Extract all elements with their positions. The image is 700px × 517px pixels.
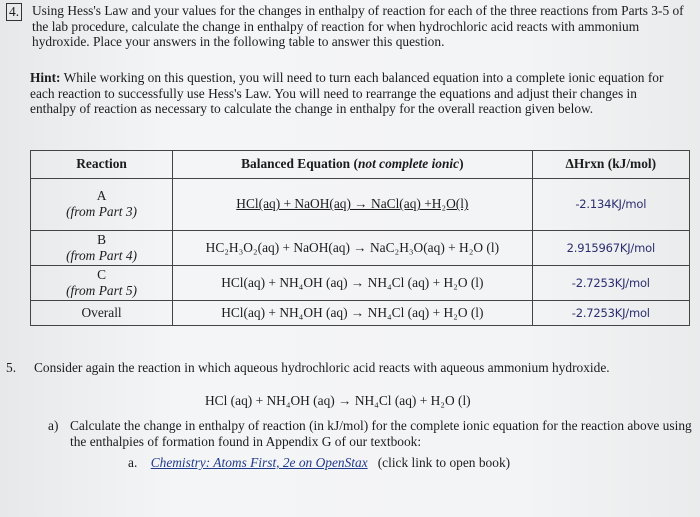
part-a-label: a)	[48, 418, 59, 433]
header-equation: Balanced Equation (not complete ionic)	[173, 151, 532, 179]
row-c-equation[interactable]: HCl(aq) + NH₄OH (aq) → NH₄Cl (aq) + H₂O (l)	[173, 265, 532, 300]
row-c-part: (from Part 5)	[66, 283, 138, 299]
reference-note: (click link to open book)	[377, 455, 511, 470]
hint-label: Hint:	[30, 70, 61, 85]
question-4-text: Using Hess's Law and your values for the changes in enthalpy of reaction for each of the three reactions from Parts 3-5 of the lab procedure, calculate the change in enthalpy of reaction for when hydrochloric acid reacts with ammonium hydroxide. Place your answers in the following table to answer this question.	[32, 3, 684, 49]
row-a-equation[interactable]: HCl(aq) + NaOH(aq) → NaCl(aq) +H₂O(l)	[173, 178, 532, 230]
row-b-letter: B	[97, 231, 107, 247]
table-header-row	[31, 151, 690, 179]
hint-text: While working on this question, you will need to turn each balanced equation into a complete ionic equation for each reaction to successfully use Hess's Law. You will need to rearrange the equations and adjust their changes in enthalpy of reaction as necessary to calculate the change in enthalpy for the overall reaction given below.	[30, 70, 664, 116]
row-overall-equation[interactable]: HCl(aq) + NH₄OH (aq) → NH₄Cl (aq) + H₂O (l)	[173, 301, 532, 326]
row-c-reaction	[31, 265, 173, 300]
table-row	[31, 265, 690, 300]
question-5-text: Consider again the reaction in which aqueous hydrochloric acid reacts with aqueous ammonium hydroxide.	[34, 360, 610, 375]
hint-paragraph	[30, 70, 675, 117]
question-4-number: 4.	[6, 3, 22, 21]
header-delta-h: ΔHrxn (kJ/mol)	[532, 151, 689, 179]
table-row	[31, 301, 690, 326]
question-5	[6, 360, 696, 376]
question-5-number: 5.	[6, 360, 17, 375]
question-5-equation: HCl (aq) + NH₄OH (aq) → NH₄Cl (aq) + H₂O (l)	[205, 393, 471, 408]
row-a-letter: A	[96, 188, 107, 204]
row-a-reaction	[31, 178, 173, 230]
row-b-part: (from Part 4)	[66, 247, 138, 263]
row-b-equation[interactable]: HC₂H₃O₂(aq) + NaOH(aq) → NaC₂H₃O(aq) + H₂O (l)	[173, 230, 532, 265]
part-a	[48, 418, 693, 450]
row-c-letter: C	[97, 267, 107, 283]
openstax-link[interactable]: Chemistry: Atoms First, 2e on OpenStax	[150, 455, 368, 470]
part-a-text: Calculate the change in enthalpy of reaction (in kJ/mol) for the complete ionic equation for the reaction above using the enthalpies of formation found in Appendix G of our textbook:	[70, 418, 692, 449]
table-row	[31, 230, 690, 265]
question-4	[6, 3, 686, 50]
row-overall-reaction: Overall	[31, 301, 173, 326]
reaction-table	[30, 150, 690, 326]
row-b-delta-h[interactable]: 2.915967KJ/mol	[532, 230, 689, 265]
row-a-delta-h[interactable]: -2.134KJ/mol	[532, 178, 689, 230]
row-c-delta-h[interactable]: -2.7253KJ/mol	[532, 265, 689, 300]
table-row	[31, 178, 690, 230]
reference-label: a.	[128, 455, 138, 470]
row-b-reaction	[31, 230, 173, 265]
textbook-reference	[128, 455, 698, 471]
header-reaction: Reaction	[31, 151, 173, 179]
row-overall-delta-h[interactable]: -2.7253KJ/mol	[532, 301, 689, 326]
row-a-part: (from Part 3)	[66, 204, 138, 220]
